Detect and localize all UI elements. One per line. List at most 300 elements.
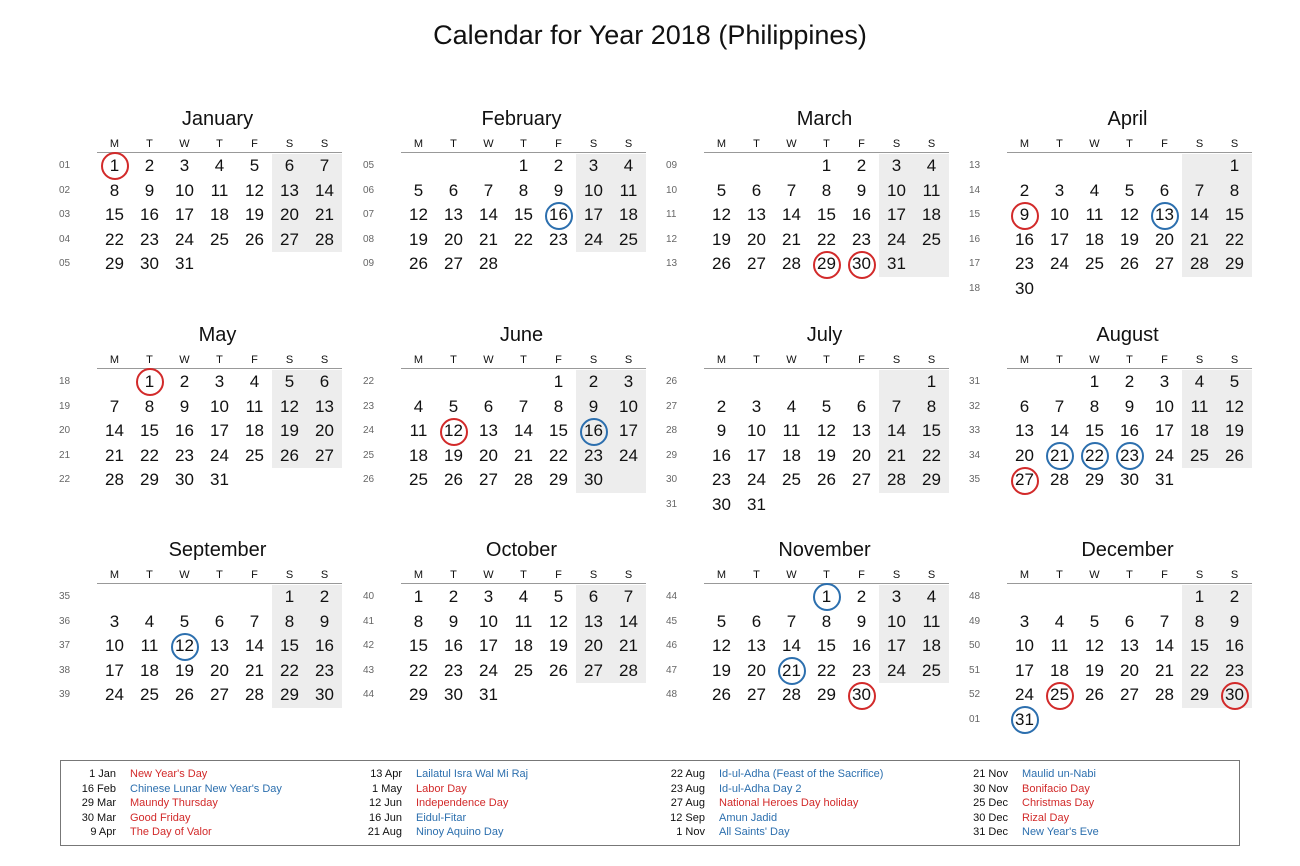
weekday-header: M bbox=[1019, 354, 1030, 366]
legend-row bbox=[953, 811, 1099, 826]
day-cell: 26 bbox=[1085, 685, 1104, 705]
week-number: 04 bbox=[59, 233, 71, 245]
legend-date: 1 Nov bbox=[676, 826, 705, 839]
legend-holiday-name: Id-ul-Adha (Feast of the Sacrifice) bbox=[719, 768, 884, 780]
week-number: 51 bbox=[969, 664, 981, 676]
day-cell: 6 bbox=[856, 396, 867, 416]
weekday-header: W bbox=[786, 138, 797, 150]
day-cell: 28 bbox=[619, 660, 638, 680]
legend-holiday-name: Maundy Thursday bbox=[130, 797, 218, 810]
week-number: 33 bbox=[969, 425, 981, 437]
legend-column bbox=[953, 767, 1099, 840]
day-cell: 7 bbox=[1194, 180, 1205, 200]
day-cell: 26 bbox=[712, 254, 731, 274]
day-cell: 13 bbox=[584, 611, 603, 631]
week-number: 13 bbox=[969, 160, 981, 171]
legend-holiday-name: All Saints' Day bbox=[719, 826, 790, 839]
day-cell: 8 bbox=[413, 611, 424, 631]
weekday-header: F bbox=[555, 138, 562, 150]
day-cell: 31 bbox=[175, 254, 194, 274]
week-number: 50 bbox=[969, 640, 981, 652]
day-cell: 1 bbox=[144, 372, 155, 391]
day-cell: 30 bbox=[1015, 279, 1034, 298]
day-cell: 16 bbox=[315, 636, 334, 656]
legend-date: 29 Mar bbox=[81, 797, 116, 810]
day-cell: 23 bbox=[852, 229, 871, 249]
day-cell: 27 bbox=[1155, 254, 1174, 274]
day-cell: 27 bbox=[280, 229, 299, 249]
week-number: 18 bbox=[969, 283, 981, 294]
weekday-header: S bbox=[589, 138, 598, 150]
day-cell: 11 bbox=[1190, 396, 1209, 416]
legend-holiday-name: Bonifacio Day bbox=[1022, 782, 1090, 795]
week-number: 03 bbox=[59, 209, 71, 221]
weekday-header: S bbox=[927, 569, 936, 581]
day-cell: 14 bbox=[1190, 205, 1209, 225]
day-cell: 8 bbox=[518, 180, 529, 200]
header-divider bbox=[1007, 152, 1252, 153]
legend-column bbox=[61, 767, 282, 840]
weekday-header: W bbox=[483, 569, 494, 581]
day-cell: 9 bbox=[1229, 611, 1240, 631]
weekday-header: S bbox=[285, 138, 294, 150]
week-number: 35 bbox=[59, 591, 71, 602]
legend-date: 31 Dec bbox=[973, 826, 1008, 839]
day-cell: 31 bbox=[1155, 470, 1174, 490]
weekday-header: F bbox=[251, 354, 258, 366]
day-cell: 20 bbox=[315, 421, 334, 441]
legend-date: 16 Jun bbox=[368, 811, 402, 824]
legend-row bbox=[347, 767, 528, 782]
day-cell: 15 bbox=[817, 636, 836, 656]
day-cell: 22 bbox=[817, 229, 836, 249]
weekday-header: M bbox=[413, 138, 424, 150]
day-cell: 6 bbox=[751, 611, 762, 631]
day-cell: 22 bbox=[105, 229, 124, 249]
day-cell: 31 bbox=[210, 470, 229, 490]
day-cell: 28 bbox=[1050, 470, 1069, 490]
day-cell: 17 bbox=[210, 421, 229, 441]
day-cell: 6 bbox=[1124, 611, 1135, 631]
day-cell: 27 bbox=[584, 660, 603, 680]
week-number: 05 bbox=[363, 160, 375, 171]
day-cell: 3 bbox=[1159, 372, 1170, 391]
day-cell: 16 bbox=[444, 636, 463, 656]
month-name: May bbox=[198, 324, 237, 346]
week-number: 38 bbox=[59, 664, 71, 676]
day-cell: 30 bbox=[140, 254, 159, 274]
day-cell: 12 bbox=[280, 396, 299, 416]
day-cell: 8 bbox=[1089, 396, 1100, 416]
day-cell: 19 bbox=[245, 205, 264, 225]
day-cell: 23 bbox=[1015, 254, 1034, 274]
day-cell: 6 bbox=[214, 611, 225, 631]
legend-row bbox=[61, 782, 282, 797]
day-cell: 27 bbox=[1015, 470, 1034, 490]
legend-date: 30 Mar bbox=[81, 811, 116, 824]
month-block bbox=[339, 539, 638, 739]
day-cell: 29 bbox=[409, 685, 428, 705]
day-cell: 13 bbox=[1120, 636, 1139, 656]
weekday-header: T bbox=[823, 354, 830, 366]
day-cell: 6 bbox=[319, 372, 330, 391]
day-cell: 23 bbox=[315, 660, 334, 680]
weekday-header: F bbox=[858, 569, 865, 581]
month-block bbox=[35, 539, 334, 739]
weekday-header: M bbox=[413, 569, 424, 581]
day-cell: 5 bbox=[413, 180, 424, 200]
day-cell: 13 bbox=[479, 421, 498, 441]
day-cell: 17 bbox=[1155, 421, 1174, 441]
day-cell: 25 bbox=[922, 229, 941, 249]
week-number: 37 bbox=[59, 640, 71, 652]
day-cell: 8 bbox=[821, 611, 832, 631]
day-cell: 18 bbox=[1050, 660, 1069, 680]
day-cell: 3 bbox=[1054, 180, 1065, 200]
week-number: 01 bbox=[969, 714, 981, 725]
day-cell: 29 bbox=[817, 254, 836, 274]
weekday-header: T bbox=[753, 569, 760, 581]
month-name: August bbox=[1096, 324, 1159, 346]
day-cell: 11 bbox=[619, 180, 638, 200]
week-number: 18 bbox=[59, 376, 71, 387]
week-number: 46 bbox=[666, 640, 678, 652]
day-cell: 17 bbox=[747, 445, 766, 465]
week-number: 30 bbox=[666, 474, 678, 486]
day-cell: 14 bbox=[619, 611, 638, 631]
day-cell: 9 bbox=[448, 611, 459, 631]
day-cell: 6 bbox=[1019, 396, 1030, 416]
day-cell: 17 bbox=[887, 636, 906, 656]
legend-holiday-name: Independence Day bbox=[416, 797, 509, 810]
weekday-header: S bbox=[892, 138, 901, 150]
month-name: February bbox=[481, 108, 562, 130]
day-cell: 16 bbox=[140, 205, 159, 225]
day-cell: 18 bbox=[514, 636, 533, 656]
day-cell: 24 bbox=[1155, 445, 1174, 465]
day-cell: 13 bbox=[444, 205, 463, 225]
day-cell: 11 bbox=[409, 421, 428, 441]
month-name: April bbox=[1107, 108, 1148, 130]
day-cell: 19 bbox=[817, 445, 836, 465]
day-cell: 25 bbox=[514, 660, 533, 680]
day-cell: 6 bbox=[588, 587, 599, 606]
day-cell: 23 bbox=[1120, 445, 1139, 465]
week-number: 17 bbox=[969, 258, 981, 270]
legend-row bbox=[650, 796, 883, 811]
day-cell: 5 bbox=[821, 396, 832, 416]
legend-holiday-name: Chinese Lunar New Year's Day bbox=[130, 782, 282, 795]
day-cell: 22 bbox=[409, 660, 428, 680]
month-block bbox=[642, 324, 941, 524]
legend-holiday-name: Eidul-Fitar bbox=[416, 811, 467, 824]
month-block bbox=[945, 108, 1244, 308]
weekday-header: T bbox=[753, 354, 760, 366]
header-divider bbox=[704, 152, 949, 153]
month-name: January bbox=[181, 108, 254, 130]
day-cell: 5 bbox=[179, 611, 190, 631]
weekday-header: T bbox=[146, 138, 153, 150]
day-cell: 19 bbox=[1225, 421, 1244, 441]
week-number: 19 bbox=[59, 400, 71, 412]
day-cell: 22 bbox=[280, 660, 299, 680]
day-cell: 26 bbox=[444, 470, 463, 490]
weekday-header: W bbox=[786, 569, 797, 581]
weekday-header: T bbox=[216, 354, 223, 366]
legend-holiday-name: The Day of Valor bbox=[130, 826, 212, 839]
day-cell: 12 bbox=[175, 636, 194, 656]
day-cell: 7 bbox=[786, 611, 797, 631]
week-number: 36 bbox=[59, 615, 71, 627]
week-number: 23 bbox=[363, 400, 375, 412]
weekday-header: F bbox=[858, 354, 865, 366]
day-cell: 30 bbox=[444, 685, 463, 705]
day-cell: 16 bbox=[852, 636, 871, 656]
weekday-header: S bbox=[1230, 138, 1239, 150]
day-cell: 28 bbox=[1190, 254, 1209, 274]
weekday-header: T bbox=[1056, 138, 1063, 150]
day-cell: 8 bbox=[553, 396, 564, 416]
day-cell: 7 bbox=[786, 180, 797, 200]
day-cell: 3 bbox=[751, 396, 762, 416]
header-divider bbox=[97, 583, 342, 584]
day-cell: 31 bbox=[479, 685, 498, 705]
day-cell: 10 bbox=[175, 180, 194, 200]
legend-date: 16 Feb bbox=[81, 782, 116, 795]
day-cell: 16 bbox=[549, 205, 568, 225]
day-cell: 10 bbox=[887, 611, 906, 631]
day-cell: 15 bbox=[280, 636, 299, 656]
weekday-header: S bbox=[285, 354, 294, 366]
legend-date: 27 Aug bbox=[670, 797, 705, 810]
day-cell: 27 bbox=[1120, 685, 1139, 705]
day-cell: 25 bbox=[1190, 445, 1209, 465]
day-cell: 7 bbox=[623, 587, 634, 606]
legend-date: 30 Nov bbox=[973, 782, 1008, 795]
day-cell: 16 bbox=[712, 445, 731, 465]
day-cell: 9 bbox=[553, 180, 564, 200]
week-number: 24 bbox=[363, 425, 375, 437]
week-number: 27 bbox=[666, 400, 678, 412]
week-number: 40 bbox=[363, 591, 375, 602]
day-cell: 26 bbox=[280, 445, 299, 465]
day-cell: 16 bbox=[175, 421, 194, 441]
day-cell: 15 bbox=[922, 421, 941, 441]
day-cell: 14 bbox=[245, 636, 264, 656]
day-cell: 15 bbox=[140, 421, 159, 441]
day-cell: 9 bbox=[856, 180, 867, 200]
day-cell: 18 bbox=[782, 445, 801, 465]
day-cell: 6 bbox=[483, 396, 494, 416]
weekday-header: W bbox=[483, 354, 494, 366]
day-cell: 8 bbox=[109, 180, 120, 200]
day-cell: 8 bbox=[144, 396, 155, 416]
day-cell: 21 bbox=[1155, 660, 1174, 680]
month-block bbox=[35, 108, 334, 308]
month-name: November bbox=[778, 539, 871, 561]
day-cell: 30 bbox=[175, 470, 194, 490]
day-cell: 21 bbox=[619, 636, 638, 656]
day-cell: 13 bbox=[852, 421, 871, 441]
month-name: June bbox=[499, 324, 544, 346]
day-cell: 26 bbox=[1120, 254, 1139, 274]
day-cell: 2 bbox=[553, 156, 564, 175]
legend-holiday-name: Amun Jadid bbox=[719, 811, 778, 824]
day-cell: 4 bbox=[1089, 180, 1100, 200]
day-cell: 26 bbox=[1225, 445, 1244, 465]
day-cell: 23 bbox=[712, 470, 731, 490]
legend-row bbox=[953, 825, 1099, 840]
legend-holiday-name: Maulid un-Nabi bbox=[1022, 768, 1096, 780]
day-cell: 20 bbox=[210, 660, 229, 680]
day-cell: 3 bbox=[179, 156, 190, 175]
weekday-header: S bbox=[892, 354, 901, 366]
week-number: 48 bbox=[666, 689, 678, 701]
day-cell: 28 bbox=[514, 470, 533, 490]
day-cell: 13 bbox=[280, 180, 299, 200]
day-cell: 26 bbox=[175, 685, 194, 705]
weekday-header: M bbox=[413, 354, 424, 366]
day-cell: 3 bbox=[588, 156, 599, 175]
week-number: 31 bbox=[969, 376, 981, 387]
day-cell: 20 bbox=[584, 636, 603, 656]
month-block bbox=[945, 324, 1244, 524]
week-number: 32 bbox=[969, 400, 981, 412]
day-cell: 31 bbox=[1015, 710, 1034, 729]
weekday-header: S bbox=[1195, 354, 1204, 366]
day-cell: 25 bbox=[140, 685, 159, 705]
day-cell: 21 bbox=[315, 205, 334, 225]
month-name: December bbox=[1081, 539, 1174, 561]
week-number: 26 bbox=[363, 474, 375, 486]
day-cell: 21 bbox=[245, 660, 264, 680]
day-cell: 1 bbox=[1229, 156, 1240, 175]
day-cell: 18 bbox=[922, 636, 941, 656]
day-cell: 3 bbox=[109, 611, 120, 631]
day-cell: 5 bbox=[1229, 372, 1240, 391]
weekday-header: F bbox=[1161, 138, 1168, 150]
weekday-header: F bbox=[1161, 569, 1168, 581]
day-cell: 5 bbox=[553, 587, 564, 606]
day-cell: 19 bbox=[712, 229, 731, 249]
day-cell: 24 bbox=[619, 445, 638, 465]
day-cell: 20 bbox=[747, 660, 766, 680]
day-cell: 12 bbox=[712, 636, 731, 656]
day-cell: 1 bbox=[1194, 587, 1205, 606]
weekday-header: T bbox=[146, 354, 153, 366]
day-cell: 21 bbox=[105, 445, 124, 465]
day-cell: 10 bbox=[584, 180, 603, 200]
week-number: 48 bbox=[969, 591, 981, 602]
day-cell: 5 bbox=[1124, 180, 1135, 200]
day-cell: 26 bbox=[245, 229, 264, 249]
day-cell: 10 bbox=[887, 180, 906, 200]
day-cell: 23 bbox=[549, 229, 568, 249]
day-cell: 30 bbox=[584, 470, 603, 490]
weekday-header: S bbox=[927, 138, 936, 150]
day-cell: 25 bbox=[922, 660, 941, 680]
legend-row bbox=[953, 767, 1099, 782]
weekday-header: W bbox=[786, 354, 797, 366]
week-number: 21 bbox=[59, 449, 71, 461]
day-cell: 2 bbox=[588, 372, 599, 391]
month-name: March bbox=[796, 108, 853, 130]
week-number: 34 bbox=[969, 449, 981, 461]
day-cell: 10 bbox=[747, 421, 766, 441]
week-number: 07 bbox=[363, 209, 375, 221]
day-cell: 25 bbox=[1085, 254, 1104, 274]
day-cell: 12 bbox=[1085, 636, 1104, 656]
day-cell: 1 bbox=[553, 372, 564, 391]
day-cell: 5 bbox=[1089, 611, 1100, 631]
weekday-header: T bbox=[823, 569, 830, 581]
day-cell: 17 bbox=[175, 205, 194, 225]
weekday-header: M bbox=[716, 138, 727, 150]
day-cell: 18 bbox=[140, 660, 159, 680]
month-name: October bbox=[485, 539, 558, 561]
weekday-header: S bbox=[624, 569, 633, 581]
day-cell: 17 bbox=[1015, 660, 1034, 680]
day-cell: 10 bbox=[210, 396, 229, 416]
day-cell: 21 bbox=[1190, 229, 1209, 249]
day-cell: 29 bbox=[280, 685, 299, 705]
weekday-header: S bbox=[589, 354, 598, 366]
weekday-header: S bbox=[624, 354, 633, 366]
day-cell: 21 bbox=[782, 229, 801, 249]
day-cell: 21 bbox=[514, 445, 533, 465]
day-cell: 24 bbox=[747, 470, 766, 490]
day-cell: 29 bbox=[1225, 254, 1244, 274]
day-cell: 4 bbox=[623, 156, 634, 175]
legend-date: 30 Dec bbox=[973, 811, 1008, 824]
day-cell: 10 bbox=[479, 611, 498, 631]
day-cell: 30 bbox=[1120, 470, 1139, 490]
day-cell: 14 bbox=[479, 205, 498, 225]
day-cell: 2 bbox=[319, 587, 330, 606]
weekday-header: M bbox=[109, 138, 120, 150]
weekday-header: T bbox=[146, 569, 153, 581]
day-cell: 25 bbox=[409, 470, 428, 490]
weekday-header: W bbox=[179, 569, 190, 581]
day-cell: 10 bbox=[1015, 636, 1034, 656]
day-cell: 27 bbox=[747, 254, 766, 274]
day-cell: 8 bbox=[926, 396, 937, 416]
weekday-header: W bbox=[1089, 354, 1100, 366]
header-divider bbox=[401, 368, 646, 369]
header-divider bbox=[97, 152, 342, 153]
day-cell: 19 bbox=[712, 660, 731, 680]
weekday-header: M bbox=[1019, 138, 1030, 150]
day-cell: 29 bbox=[140, 470, 159, 490]
legend-date: 23 Aug bbox=[670, 782, 705, 795]
day-cell: 28 bbox=[315, 229, 334, 249]
day-cell: 2 bbox=[716, 396, 727, 416]
day-cell: 24 bbox=[105, 685, 124, 705]
day-cell: 30 bbox=[315, 685, 334, 705]
week-number: 39 bbox=[59, 689, 71, 701]
day-cell: 14 bbox=[514, 421, 533, 441]
day-cell: 1 bbox=[518, 156, 529, 175]
day-cell: 8 bbox=[1229, 180, 1240, 200]
holiday-legend bbox=[60, 760, 1240, 846]
week-number: 05 bbox=[59, 258, 71, 270]
day-cell: 29 bbox=[817, 685, 836, 705]
legend-row bbox=[650, 811, 883, 826]
day-cell: 1 bbox=[821, 587, 832, 606]
legend-row bbox=[347, 782, 528, 797]
day-cell: 8 bbox=[1194, 611, 1205, 631]
day-cell: 22 bbox=[140, 445, 159, 465]
